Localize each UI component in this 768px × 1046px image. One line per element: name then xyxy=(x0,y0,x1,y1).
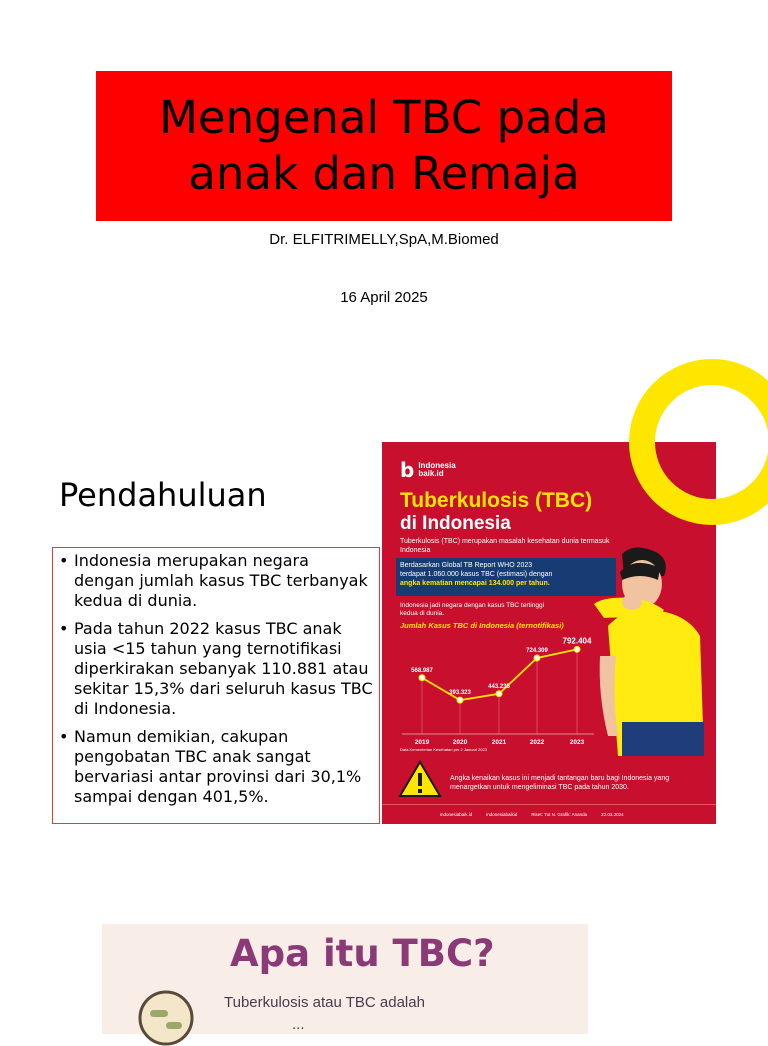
slide3-text-line2: ... xyxy=(292,1016,305,1033)
chart-data-label: 792.404 xyxy=(562,636,592,646)
warning-text: Angka kenaikan kasus ini menjadi tantangan baru bagi Indonesia yang menargetkan untuk mengeliminasi TBC pada tahun 2030. xyxy=(450,775,670,791)
chart-data-label: 724.309 xyxy=(526,647,548,654)
chart-x-tick-label: 2022 xyxy=(529,739,545,746)
chart-point xyxy=(534,655,540,661)
chart-point xyxy=(457,697,463,703)
logo-line1: Indonesia xyxy=(418,461,456,470)
chart-x-tick-label: 2020 xyxy=(452,739,468,746)
warning-row xyxy=(398,760,690,798)
bullet-item: • Indonesia merupakan negara dengan jumlah kasus TBC terbanyak kedua di dunia. xyxy=(57,551,373,611)
chart-data-label: 568.987 xyxy=(411,667,433,674)
author-name: Dr. ELFITRIMELLY,SpA,M.Biomed xyxy=(269,231,499,248)
who-line2: terdapat 1.060.000 kasus TBC (estimasi) dengan xyxy=(400,571,553,578)
chart-title: Jumlah Kasus TBC di Indonesia (ternotifikasi) xyxy=(400,621,564,630)
who-highlight: angka kematian mencapai 134.000 per tahun. xyxy=(400,580,550,587)
footer-credit: Riset: Tut N. Grafik: Ananda xyxy=(531,812,588,817)
chart-x-tick-label: 2019 xyxy=(414,739,430,746)
who-report-band xyxy=(396,558,616,596)
presentation-date: 16 April 2025 xyxy=(340,289,428,306)
infographic-footer xyxy=(382,804,716,824)
bacteria-icon xyxy=(138,990,194,1046)
indonesiabaik-logo xyxy=(400,458,456,482)
slide-title: Mengenal TBC pada anak dan Remaja xyxy=(159,91,609,200)
logo-mark-icon: b xyxy=(400,458,415,482)
title-banner xyxy=(96,71,672,221)
who-line1: Berdasarkan Global TB Report WHO 2023 xyxy=(400,562,533,569)
chart-point xyxy=(574,646,580,652)
section-heading: Pendahuluan xyxy=(59,476,267,514)
slide3-preview xyxy=(102,924,588,1034)
slide3-title: Apa itu TBC? xyxy=(230,932,495,975)
footer-date: 22.03.2024 xyxy=(601,812,624,817)
warning-icon xyxy=(398,760,442,798)
footer-social-1: indonesiabaik.id xyxy=(440,812,473,817)
logo-line2: baik.id xyxy=(418,469,444,478)
rank-text: Indonesia jadi negara dengan kasus TBC tertinggi kedua di dunia. xyxy=(400,602,545,617)
tbc-infographic xyxy=(382,442,716,824)
infographic-title-line2: di Indonesia xyxy=(400,513,511,534)
bullet-list xyxy=(57,551,373,807)
chart-source: Data Kementerian Kesehatan per 2 Januari 2023 xyxy=(400,747,487,752)
yellow-arc-decoration xyxy=(612,402,752,522)
chart-point xyxy=(496,691,502,697)
slide3-text-line1: Tuberkulosis atau TBC adalah xyxy=(224,994,425,1011)
chart-point xyxy=(419,675,425,681)
infographic-title-line1: Tuberkulosis (TBC) xyxy=(400,489,593,512)
bullet-item: • Pada tahun 2022 kasus TBC anak usia <15 tahun yang ternotifikasi diperkirakan sebanyak 110.881 atau sekitar 15,3% dari seluruh kasus TBC di Indonesia. xyxy=(57,619,373,719)
person-coughing-illustration xyxy=(594,546,716,756)
bullet-text-box[interactable] xyxy=(52,547,380,824)
chart-data-label: 443.235 xyxy=(488,683,510,690)
chart-x-tick-label: 2023 xyxy=(569,739,585,746)
bullet-item: • Namun demikian, cakupan pengobatan TBC anak sangat bervariasi antar provinsi dari 30,1% sampai dengan 401,5%. xyxy=(57,727,373,807)
infographic-subtitle: Tuberkulosis (TBC) merupakan masalah kesehatan dunia termasuk Indonesia xyxy=(400,538,610,554)
footer-social-2: indonesiabaikid xyxy=(486,812,518,817)
chart-x-tick-label: 2021 xyxy=(491,739,507,746)
chart-data-label: 393.323 xyxy=(449,690,471,697)
